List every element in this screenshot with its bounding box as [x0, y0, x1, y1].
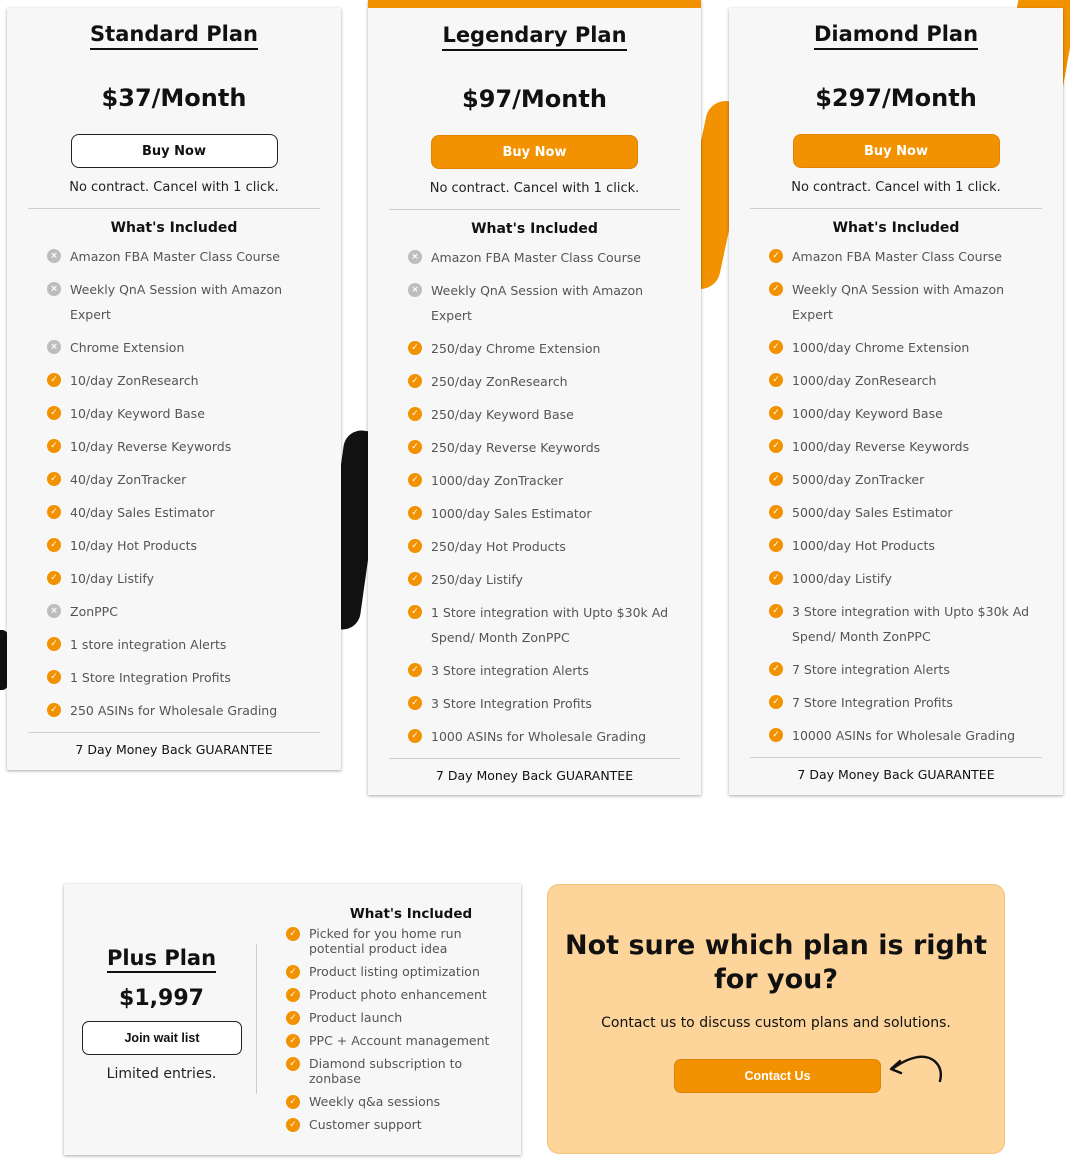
- feature-item: [408, 534, 681, 559]
- feature-item: [769, 434, 1043, 459]
- check-icon: ✓: [47, 373, 61, 387]
- feature-text: 3 Store Integration Profits: [431, 696, 592, 711]
- feature-text: 1000/day Sales Estimator: [431, 506, 592, 521]
- feature-text: Customer support: [309, 1117, 422, 1132]
- check-icon: ✓: [769, 340, 783, 354]
- feature-item: [408, 402, 681, 427]
- legendary-plan-card: [368, 0, 701, 795]
- feature-text: 10/day Listify: [70, 571, 154, 586]
- feature-text: Picked for you home run potential product idea: [309, 926, 462, 956]
- cross-icon: ×: [47, 282, 61, 296]
- feature-text: 250 ASINs for Wholesale Grading: [70, 703, 278, 718]
- feature-text: Product photo enhancement: [309, 987, 487, 1002]
- feature-item: [769, 368, 1043, 393]
- divider: [750, 208, 1042, 209]
- feature-item: [286, 1094, 516, 1109]
- check-icon: ✓: [47, 439, 61, 453]
- plus-plan-card: [64, 884, 521, 1155]
- feature-item: [408, 501, 681, 526]
- check-icon: ✓: [408, 440, 422, 454]
- check-icon: ✓: [286, 1034, 300, 1048]
- no-contract-note: No contract. Cancel with 1 click.: [429, 181, 640, 196]
- check-icon: ✓: [408, 663, 422, 677]
- check-icon: ✓: [769, 472, 783, 486]
- feature-item: [47, 632, 321, 657]
- feature-list: [286, 926, 516, 1132]
- feature-item: [408, 369, 681, 394]
- feature-text: 10/day ZonResearch: [70, 373, 199, 388]
- feature-item: [408, 336, 681, 361]
- check-icon: ✓: [769, 604, 783, 618]
- feature-item: [47, 434, 321, 459]
- check-icon: ✓: [47, 472, 61, 486]
- buy-now-button[interactable]: Buy Now: [793, 134, 1000, 168]
- feature-list: [408, 245, 681, 749]
- feature-item: [286, 1033, 516, 1048]
- feature-text: Weekly QnA Session with Amazon Expert: [792, 282, 1005, 322]
- plan-price: $1,997: [119, 986, 204, 1011]
- curved-arrow-icon: [886, 1051, 946, 1085]
- feature-text: 5000/day Sales Estimator: [792, 505, 953, 520]
- feature-text: 1000/day Keyword Base: [792, 406, 943, 421]
- plan-title: Plus Plan: [64, 946, 259, 970]
- feature-text: Diamond subscription to zonbase: [309, 1056, 463, 1086]
- check-icon: ✓: [408, 696, 422, 710]
- feature-text: 250/day Reverse Keywords: [431, 440, 601, 455]
- cross-icon: ×: [47, 340, 61, 354]
- feature-text: 1 store integration Alerts: [70, 637, 227, 652]
- feature-item: [47, 698, 321, 723]
- buy-now-button[interactable]: Buy Now: [71, 134, 278, 168]
- divider: [389, 209, 680, 210]
- feature-text: 10/day Keyword Base: [70, 406, 205, 421]
- check-icon: ✓: [47, 505, 61, 519]
- check-icon: ✓: [47, 703, 61, 717]
- feature-text: 1000/day Hot Products: [792, 538, 935, 553]
- contact-subtitle: Contact us to discuss custom plans and solutions.: [601, 1015, 951, 1031]
- feature-item: [769, 533, 1043, 558]
- cross-icon: ×: [47, 249, 61, 263]
- feature-text: 250/day Chrome Extension: [431, 341, 601, 356]
- feature-text: 1000 ASINs for Wholesale Grading: [431, 729, 647, 744]
- contact-us-button[interactable]: Contact Us: [674, 1059, 881, 1093]
- feature-item: [286, 1117, 516, 1132]
- included-heading: What's Included: [832, 220, 960, 236]
- feature-text: 3 Store integration Alerts: [431, 663, 589, 678]
- check-icon: ✓: [408, 572, 422, 586]
- feature-list: [769, 244, 1043, 748]
- plus-plan-features: [286, 906, 516, 1140]
- feature-text: Weekly QnA Session with Amazon Expert: [70, 282, 283, 322]
- feature-text: 10/day Hot Products: [70, 538, 197, 553]
- plan-price: $37/Month: [101, 84, 247, 112]
- feature-item: [286, 926, 516, 956]
- feature-item: [408, 600, 681, 650]
- feature-text: 250/day Keyword Base: [431, 407, 574, 422]
- feature-item: [769, 599, 1043, 649]
- feature-item: [47, 467, 321, 492]
- feature-text: 7 Store integration Alerts: [792, 662, 950, 677]
- feature-item: [769, 657, 1043, 682]
- check-icon: ✓: [769, 282, 783, 296]
- check-icon: ✓: [47, 406, 61, 420]
- feature-text: 1 Store integration with Upto $30k Ad Spend/ Month ZonPPC: [431, 605, 669, 645]
- feature-text: Amazon FBA Master Class Course: [431, 250, 641, 265]
- feature-list: [47, 244, 321, 723]
- feature-item: [286, 1056, 516, 1086]
- feature-text: Product listing optimization: [309, 964, 480, 979]
- feature-item: [47, 244, 321, 269]
- feature-item: [769, 335, 1043, 360]
- no-contract-note: No contract. Cancel with 1 click.: [69, 180, 279, 195]
- feature-text: Weekly QnA Session with Amazon Expert: [431, 283, 644, 323]
- guarantee-note: 7 Day Money Back GUARANTEE: [28, 732, 320, 757]
- feature-item: [408, 278, 681, 328]
- plus-plan-summary: [64, 884, 259, 1155]
- feature-item: [47, 533, 321, 558]
- plan-title: Diamond Plan: [729, 22, 1063, 46]
- feature-text: ZonPPC: [70, 604, 118, 619]
- join-wait-list-button[interactable]: Join wait list: [82, 1021, 242, 1055]
- cross-icon: ×: [408, 250, 422, 264]
- included-heading: What's Included: [110, 220, 238, 236]
- check-icon: ✓: [408, 539, 422, 553]
- included-heading: What's Included: [349, 906, 473, 922]
- contact-title: Not sure which plan is right for you?: [565, 930, 987, 995]
- check-icon: ✓: [286, 1057, 300, 1071]
- feature-item: [47, 335, 321, 360]
- plan-price: $297/Month: [815, 84, 977, 112]
- check-icon: ✓: [769, 249, 783, 263]
- feature-text: 1000/day Reverse Keywords: [792, 439, 970, 454]
- feature-item: [47, 599, 321, 624]
- check-icon: ✓: [286, 927, 300, 941]
- feature-item: [47, 566, 321, 591]
- vertical-divider: [256, 944, 257, 1094]
- feature-item: [769, 244, 1043, 269]
- feature-text: 10000 ASINs for Wholesale Grading: [792, 728, 1016, 743]
- feature-text: Amazon FBA Master Class Course: [70, 249, 280, 264]
- feature-text: 250/day Listify: [431, 572, 523, 587]
- contact-box: [547, 884, 1005, 1154]
- feature-text: 3 Store integration with Upto $30k Ad Spend/ Month ZonPPC: [792, 604, 1030, 644]
- feature-item: [408, 468, 681, 493]
- check-icon: ✓: [769, 538, 783, 552]
- no-contract-note: No contract. Cancel with 1 click.: [791, 180, 1001, 195]
- standard-plan-card: [7, 8, 341, 770]
- feature-text: 7 Store Integration Profits: [792, 695, 953, 710]
- feature-text: Product launch: [309, 1010, 403, 1025]
- feature-text: 10/day Reverse Keywords: [70, 439, 232, 454]
- feature-text: 40/day Sales Estimator: [70, 505, 215, 520]
- feature-text: 250/day Hot Products: [431, 539, 566, 554]
- check-icon: ✓: [408, 729, 422, 743]
- feature-item: [47, 500, 321, 525]
- plan-title: Standard Plan: [7, 22, 341, 46]
- check-icon: ✓: [769, 373, 783, 387]
- divider: [28, 208, 320, 209]
- guarantee-note: 7 Day Money Back GUARANTEE: [750, 757, 1042, 782]
- check-icon: ✓: [408, 506, 422, 520]
- feature-item: [47, 665, 321, 690]
- feature-item: [408, 724, 681, 749]
- feature-text: Weekly q&a sessions: [309, 1094, 441, 1109]
- feature-text: Chrome Extension: [70, 340, 185, 355]
- feature-item: [408, 245, 681, 270]
- limited-entries-note: Limited entries.: [106, 1066, 217, 1082]
- feature-text: 1000/day Chrome Extension: [792, 340, 970, 355]
- feature-text: 1 Store Integration Profits: [70, 670, 231, 685]
- feature-item: [408, 435, 681, 460]
- check-icon: ✓: [408, 605, 422, 619]
- feature-item: [408, 691, 681, 716]
- check-icon: ✓: [769, 406, 783, 420]
- feature-item: [408, 567, 681, 592]
- feature-text: 5000/day ZonTracker: [792, 472, 925, 487]
- check-icon: ✓: [769, 439, 783, 453]
- check-icon: ✓: [769, 662, 783, 676]
- plan-title: Legendary Plan: [368, 23, 701, 47]
- feature-text: 250/day ZonResearch: [431, 374, 568, 389]
- feature-item: [47, 368, 321, 393]
- check-icon: ✓: [408, 407, 422, 421]
- check-icon: ✓: [47, 637, 61, 651]
- check-icon: ✓: [47, 670, 61, 684]
- cross-icon: ×: [47, 604, 61, 618]
- feature-item: [769, 467, 1043, 492]
- feature-item: [47, 277, 321, 327]
- feature-item: [286, 987, 516, 1002]
- check-icon: ✓: [769, 695, 783, 709]
- feature-item: [286, 1010, 516, 1025]
- feature-text: 40/day ZonTracker: [70, 472, 187, 487]
- feature-item: [769, 723, 1043, 748]
- included-heading: What's Included: [471, 221, 598, 237]
- check-icon: ✓: [769, 505, 783, 519]
- feature-item: [286, 964, 516, 979]
- feature-text: 1000/day Listify: [792, 571, 892, 586]
- check-icon: ✓: [286, 1095, 300, 1109]
- feature-item: [769, 500, 1043, 525]
- feature-item: [408, 658, 681, 683]
- check-icon: ✓: [286, 988, 300, 1002]
- feature-item: [769, 277, 1043, 327]
- feature-item: [769, 401, 1043, 426]
- check-icon: ✓: [47, 571, 61, 585]
- check-icon: ✓: [286, 1118, 300, 1132]
- feature-item: [769, 566, 1043, 591]
- check-icon: ✓: [286, 965, 300, 979]
- check-icon: ✓: [286, 1011, 300, 1025]
- feature-text: Amazon FBA Master Class Course: [792, 249, 1002, 264]
- diamond-plan-card: [729, 8, 1063, 795]
- cross-icon: ×: [408, 283, 422, 297]
- check-icon: ✓: [408, 341, 422, 355]
- check-icon: ✓: [47, 538, 61, 552]
- plan-price: $97/Month: [462, 85, 607, 113]
- feature-text: 1000/day ZonResearch: [792, 373, 937, 388]
- guarantee-note: 7 Day Money Back GUARANTEE: [389, 758, 680, 783]
- buy-now-button[interactable]: Buy Now: [431, 135, 638, 169]
- feature-item: [47, 401, 321, 426]
- feature-text: PPC + Account management: [309, 1033, 490, 1048]
- check-icon: ✓: [769, 728, 783, 742]
- feature-item: [769, 690, 1043, 715]
- feature-text: 1000/day ZonTracker: [431, 473, 564, 488]
- check-icon: ✓: [408, 374, 422, 388]
- check-icon: ✓: [408, 473, 422, 487]
- check-icon: ✓: [769, 571, 783, 585]
